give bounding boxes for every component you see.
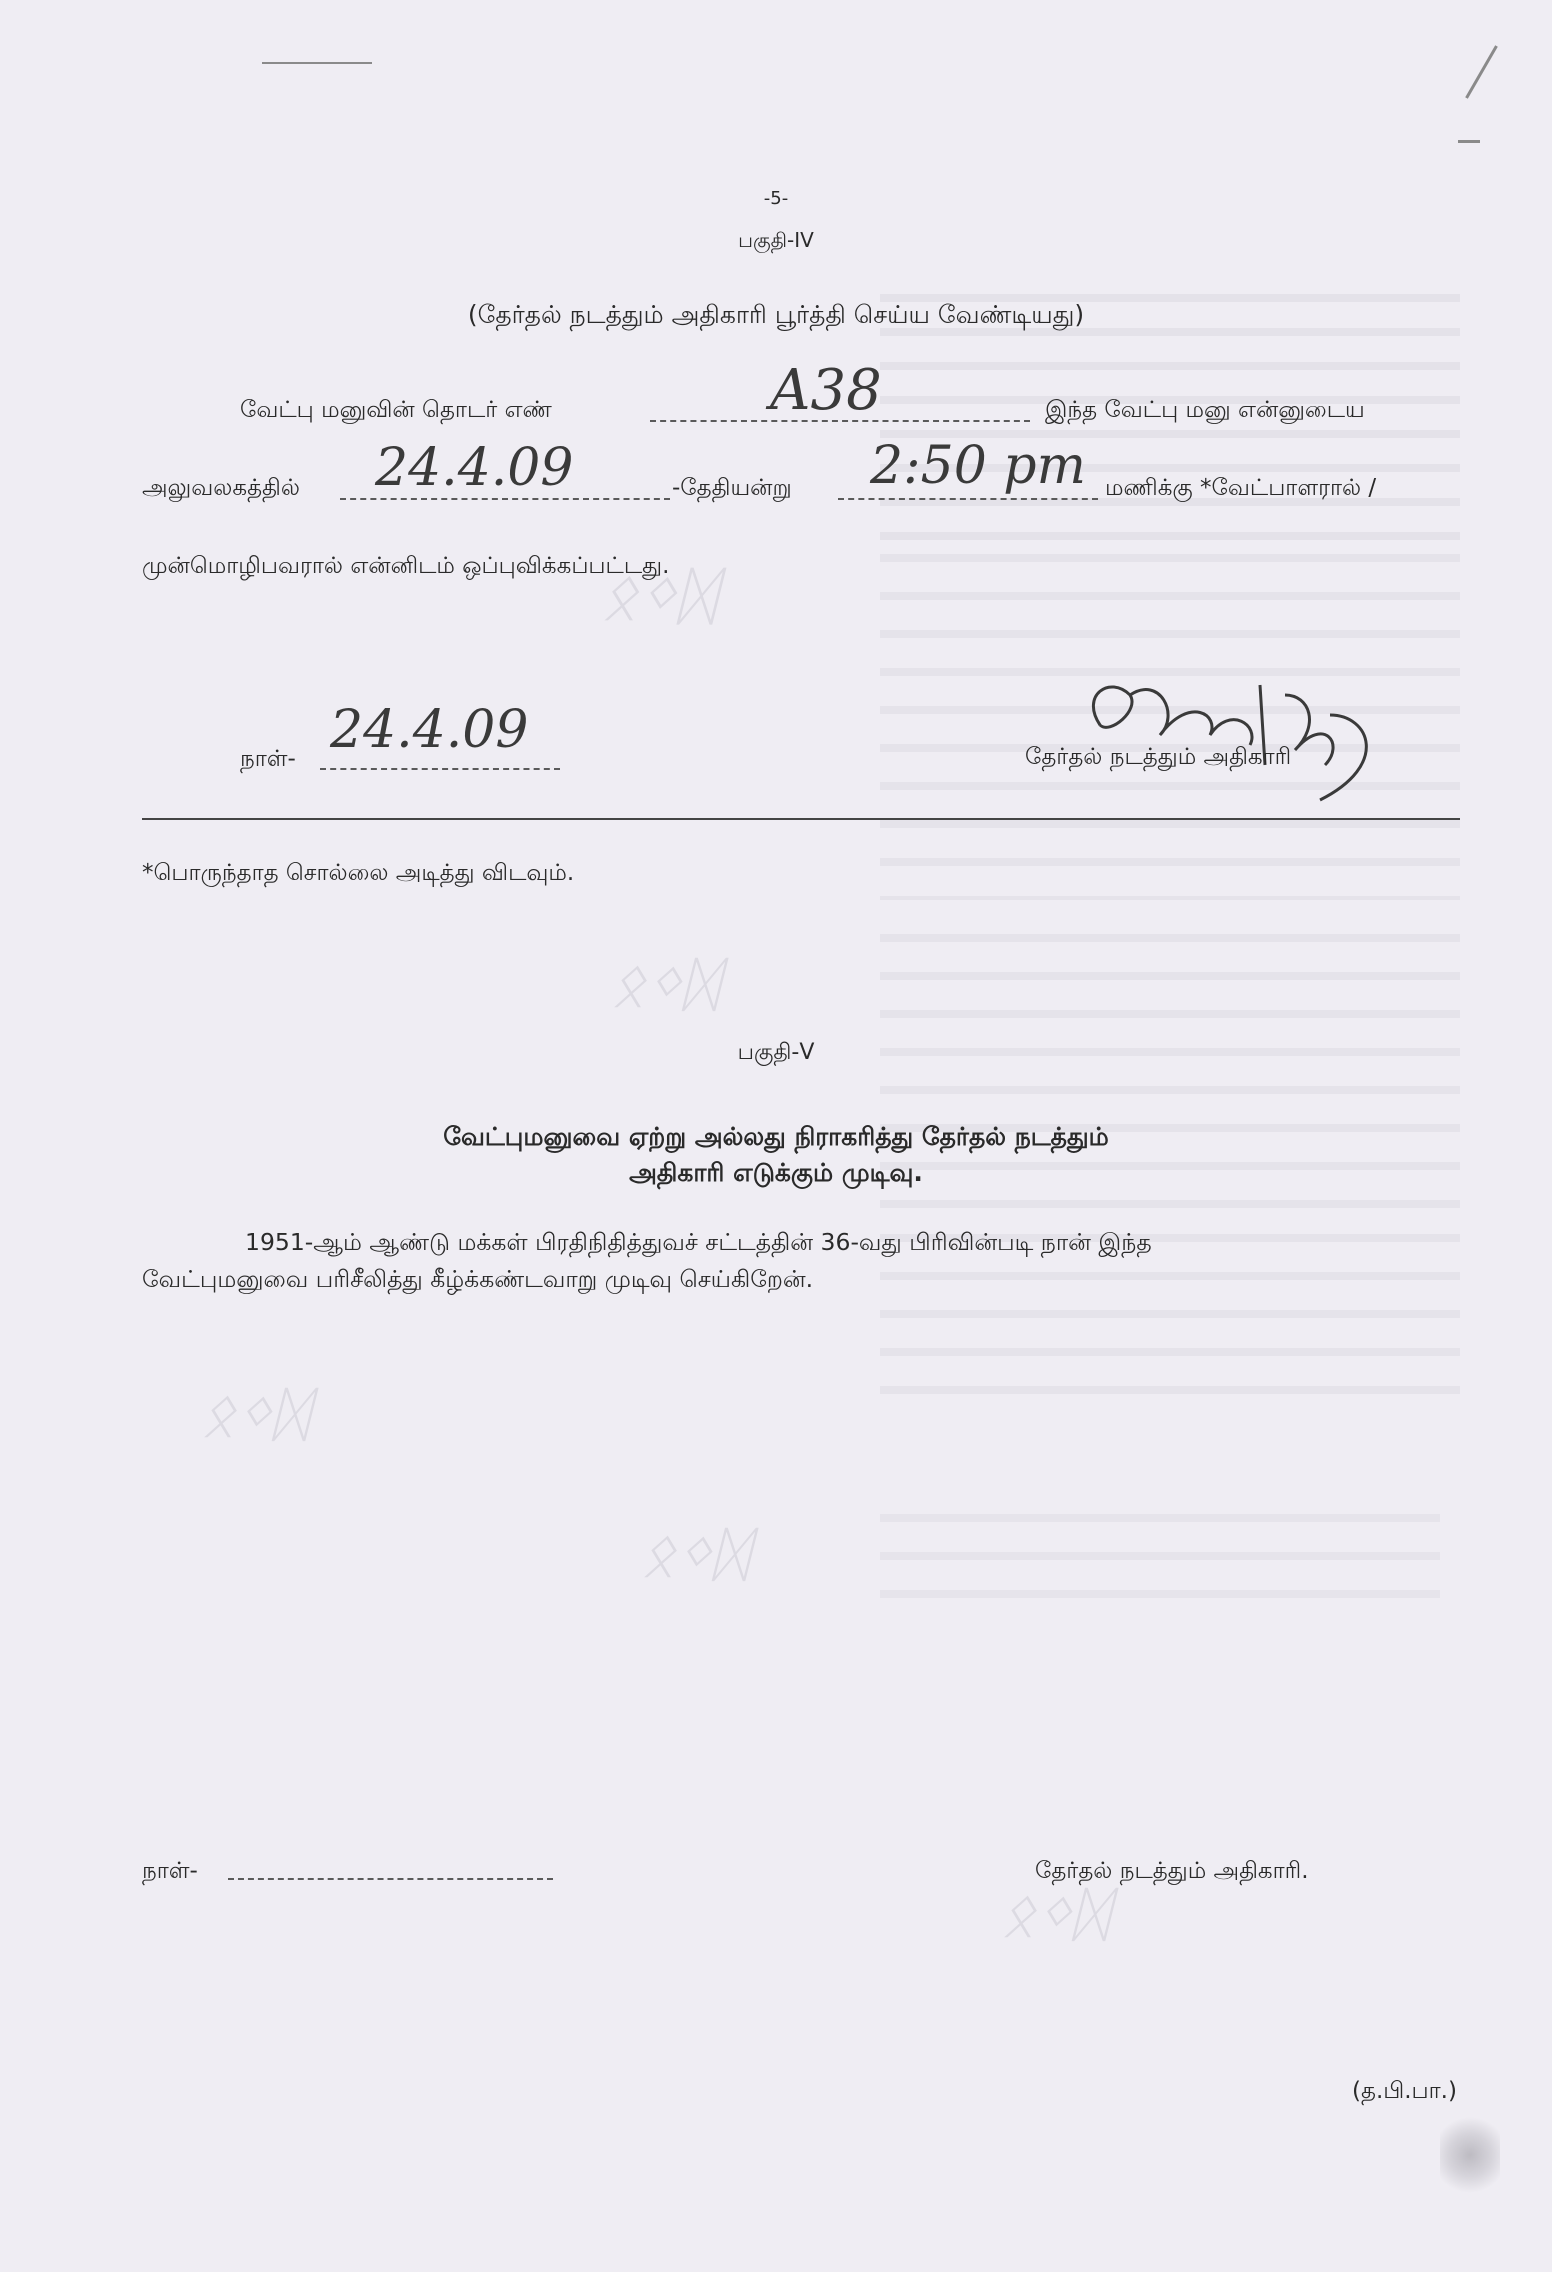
scan-mark: [1465, 45, 1498, 98]
section-divider: [142, 818, 1460, 820]
part5-heading: பகுதி-V: [737, 1040, 815, 1065]
date-handwritten: 24.4.09: [375, 438, 574, 498]
line3-text: முன்மொழிபவரால் என்னிடம் ஒப்புவிக்கப்பட்டது.: [142, 553, 670, 579]
scan-mark: [1458, 140, 1480, 143]
part5-title-line2: அதிகாரி எடுக்கும் முடிவு.: [629, 1158, 923, 1187]
part4-signature-title: தேர்தல் நடத்தும் அதிகாரி: [1025, 744, 1292, 770]
serial-number-label: வேட்பு மனுவின் தொடர் எண்: [240, 397, 552, 423]
bleed-through-handwriting: ᛟᛜᛞ: [640, 1520, 748, 1590]
signed-date-line: [320, 768, 560, 770]
part5-paragraph-line2: வேட்புமனுவை பரிசீலித்து கீழ்க்கண்டவாறு முடிவு செய்கிறேன்.: [142, 1265, 814, 1293]
date-label: -தேதியன்று: [672, 475, 792, 501]
bleed-through-handwriting: ᛟᛜᛞ: [610, 950, 718, 1020]
time-handwritten: 2:50 pm: [870, 436, 1086, 496]
date-line: [340, 498, 670, 500]
part5-signature-title: தேர்தல் நடத்தும் அதிகாரி.: [1035, 1858, 1309, 1884]
scan-mark: [262, 62, 372, 64]
serial-number-handwritten: A38: [770, 358, 882, 423]
please-turn-over: (த.பி.பா.): [1352, 2078, 1457, 2104]
office-label: அலுவலகத்தில்: [142, 475, 300, 501]
date-field-label: நாள்-: [240, 746, 296, 772]
line2-suffix: மணிக்கு *வேட்பாளரால் /: [1105, 475, 1377, 501]
signed-date-handwritten: 24.4.09: [330, 700, 529, 760]
scan-smudge: [1440, 2110, 1500, 2200]
bleed-through-handwriting: ᛟᛜᛞ: [1000, 1880, 1108, 1950]
part5-date-line: [228, 1878, 553, 1880]
line1-suffix: இந்த வேட்பு மனு என்னுடைய: [1045, 397, 1365, 423]
part4-subheading: (தேர்தல் நடத்தும் அதிகாரி பூர்த்தி செய்ய வேண்டியது): [467, 300, 1085, 329]
part5-title-line1: வேட்புமனுவை ஏற்று அல்லது நிராகரித்து தேர்தல் நடத்தும்: [443, 1122, 1109, 1151]
part5-paragraph-line1: 1951-ஆம் ஆண்டு மக்கள் பிரதிநிதித்துவச் சட்டத்தின் 36-வது பிரிவின்படி நான் இந்த: [245, 1228, 1152, 1256]
bleed-through-handwriting: ᛟᛜᛞ: [600, 560, 716, 634]
time-line: [838, 498, 1098, 500]
footnote: *பொருந்தாத சொல்லை அடித்து விடவும்.: [142, 860, 575, 886]
part5-date-label: நாள்-: [142, 1858, 198, 1884]
bleed-through-print: [880, 1500, 1440, 1600]
page-number: -5-: [763, 188, 789, 209]
bleed-through-handwriting: ᛟᛜᛞ: [200, 1380, 308, 1450]
officer-signature: [1070, 655, 1400, 815]
part4-heading: பகுதி-IV: [738, 228, 814, 252]
